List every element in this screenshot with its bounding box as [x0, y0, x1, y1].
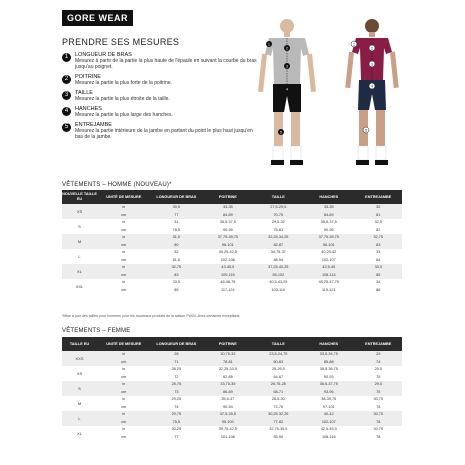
- svg-text:3: 3: [371, 62, 373, 67]
- unit-cell: in: [97, 366, 151, 374]
- unit-cell: cm: [97, 419, 151, 427]
- header-waist: TAILLE: [254, 337, 303, 351]
- size-cell: XL: [62, 426, 97, 441]
- page-title: PRENDRE SES MESURES: [62, 37, 180, 47]
- value-cell: 102-107: [303, 419, 355, 427]
- value-cell: 80: [151, 242, 203, 250]
- value-cell: 33,5-34,75: [303, 351, 355, 359]
- value-cell: 28,25: [151, 366, 203, 374]
- value-cell: 43-45,5: [202, 264, 254, 272]
- svg-text:4: 4: [371, 84, 373, 89]
- table-row: [62, 204, 402, 212]
- value-cell: 78: [355, 419, 402, 427]
- table-row: [62, 389, 402, 397]
- value-cell: 74: [355, 359, 402, 367]
- unit-cell: in: [97, 396, 151, 404]
- svg-text:2: 2: [371, 46, 373, 51]
- value-cell: 29,5: [355, 381, 402, 389]
- value-cell: 70-75: [254, 212, 303, 220]
- header-waist: TAILLE: [254, 190, 303, 204]
- svg-text:4: 4: [286, 87, 288, 92]
- value-cell: 37,25-40,25: [254, 264, 303, 272]
- value-cell: 32,75: [355, 234, 402, 242]
- size-cell: M: [62, 396, 97, 411]
- value-cell: 102-108: [202, 257, 254, 265]
- value-cell: 37,75-39,75: [303, 234, 355, 242]
- measure-item: [62, 52, 262, 70]
- value-cell: 32: [151, 249, 203, 257]
- unit-cell: cm: [97, 389, 151, 397]
- measure-item: [62, 90, 262, 102]
- value-cell: 34: [355, 279, 402, 287]
- table-row: [62, 404, 402, 412]
- value-cell: 29,25: [151, 396, 203, 404]
- table-row: [62, 249, 402, 257]
- unit-cell: in: [97, 351, 151, 359]
- size-cell: XXL: [62, 279, 97, 294]
- value-cell: 115-121: [303, 287, 355, 295]
- unit-cell: cm: [97, 257, 151, 265]
- unit-cell: in: [97, 249, 151, 257]
- value-cell: 30,25-32,25: [254, 411, 303, 419]
- value-cell: 83: [151, 272, 203, 280]
- header-arm-length: LONGUEUR DE BRAS: [151, 337, 203, 351]
- header-arm-length: LONGUEUR DE BRAS: [151, 190, 203, 204]
- measure-desc: Mesurez à partir de la partie la plus haute de l'épaule en suivant la courbe du bras jusqu'au poignet.: [75, 58, 257, 70]
- value-cell: 93-96: [303, 389, 355, 397]
- size-cell: L: [62, 411, 97, 426]
- table-row: [62, 212, 402, 220]
- table-row: [62, 279, 402, 287]
- value-cell: 30,25: [151, 426, 203, 434]
- measure-title: TAILLE: [75, 90, 93, 96]
- unit-cell: in: [97, 381, 151, 389]
- size-cell: XS: [62, 204, 97, 219]
- table-header-row: [62, 190, 402, 204]
- value-cell: 84-89: [303, 212, 355, 220]
- value-cell: 26,75-28: [254, 381, 303, 389]
- value-cell: 46-48,75: [202, 279, 254, 287]
- value-cell: 38-39,75: [303, 396, 355, 404]
- table-row: [62, 374, 402, 382]
- size-cell: S: [62, 219, 97, 234]
- measure-item: [62, 74, 262, 86]
- value-cell: 35,5-37,5: [202, 219, 254, 227]
- value-cell: 77: [151, 212, 203, 220]
- header-size: TAILLE EU: [62, 337, 97, 351]
- sizing-note: *Mise à jour des tailles pour hommes pour les nouveaux produits de la saison FW24. Avec certaines exceptions.: [62, 314, 241, 318]
- value-cell: 31,5: [151, 234, 203, 242]
- unit-cell: cm: [97, 404, 151, 412]
- value-cell: 90-94: [202, 404, 254, 412]
- value-cell: 75,5: [151, 419, 203, 427]
- value-cell: 33-35: [202, 204, 254, 212]
- table-row: [62, 366, 402, 374]
- value-cell: 90-93: [303, 374, 355, 382]
- header-inseam: ENTREJAMBE: [355, 337, 402, 351]
- table-row: [62, 257, 402, 265]
- value-cell: 35,5-37,5: [303, 219, 355, 227]
- table-header-row: [62, 337, 402, 351]
- value-cell: 32,25-33,5: [202, 366, 254, 374]
- table-row: [62, 219, 402, 227]
- measure-desc: Mesurez la partie la plus forte de la poitrine.: [75, 80, 172, 86]
- value-cell: 39,75-42,5: [202, 426, 254, 434]
- value-cell: 27,5-29,5: [254, 204, 303, 212]
- measure-title: ENTREJAMBE: [75, 122, 112, 128]
- svg-text:1: 1: [353, 42, 355, 47]
- value-cell: 33,5: [355, 264, 402, 272]
- table-row: [62, 264, 402, 272]
- value-cell: 30,75: [355, 426, 402, 434]
- size-cell: S: [62, 381, 97, 396]
- value-cell: 97-101: [303, 404, 355, 412]
- unit-cell: cm: [97, 434, 151, 442]
- table-row: [62, 359, 402, 367]
- value-cell: 32,75-35,5: [254, 426, 303, 434]
- number-badge: 3: [62, 91, 71, 100]
- value-cell: 60-63: [254, 359, 303, 367]
- unit-cell: in: [97, 204, 151, 212]
- table-row: [62, 419, 402, 427]
- measure-desc: Mesurez la partie intérieure de la jambe en partant du point le plus haut jusqu'en bas de la jambe.: [75, 128, 253, 140]
- size-cell: XS: [62, 366, 97, 381]
- value-cell: 40,25-42: [303, 249, 355, 257]
- unit-cell: in: [97, 234, 151, 242]
- value-cell: 84-89: [202, 212, 254, 220]
- value-cell: 40,5-43,25: [254, 279, 303, 287]
- table-row: [62, 381, 402, 389]
- women-size-table: [62, 337, 402, 441]
- table-row: [62, 287, 402, 295]
- table-row: [62, 411, 402, 419]
- value-cell: 108-116: [303, 434, 355, 442]
- unit-cell: in: [97, 264, 151, 272]
- value-cell: 75-81: [254, 227, 303, 235]
- size-cell: XL: [62, 264, 97, 279]
- value-cell: 36,5-37,75: [303, 381, 355, 389]
- value-cell: 101-108: [202, 434, 254, 442]
- value-cell: 28: [151, 351, 203, 359]
- value-cell: 30,75: [355, 396, 402, 404]
- unit-cell: in: [97, 279, 151, 287]
- value-cell: 86: [355, 287, 402, 295]
- value-cell: 25-26,5: [254, 366, 303, 374]
- value-cell: 37,75-39,75: [202, 234, 254, 242]
- value-cell: 35,5-37: [202, 396, 254, 404]
- value-cell: 77: [151, 434, 203, 442]
- value-cell: 77-82: [254, 419, 303, 427]
- table-row: [62, 272, 402, 280]
- value-cell: 96-101: [303, 242, 355, 250]
- value-cell: 64-67: [254, 374, 303, 382]
- value-cell: 96-101: [202, 242, 254, 250]
- value-cell: 42,5-45: [303, 264, 355, 272]
- women-section-title: VÊTEMENTS – FEMME: [62, 328, 131, 334]
- value-cell: 29,5: [355, 366, 402, 374]
- header-chest: POITRINE: [202, 190, 254, 204]
- table-row: [62, 434, 402, 442]
- value-cell: 82: [355, 227, 402, 235]
- value-cell: 34,75-37: [254, 249, 303, 257]
- value-cell: 30,5: [151, 204, 203, 212]
- table-row: [62, 396, 402, 404]
- header-size: NOUVELLE TAILLE EU: [62, 190, 97, 204]
- value-cell: 75: [355, 374, 402, 382]
- measure-item: [62, 122, 262, 140]
- measure-desc: Mesurez la partie la plus étroite de la taille.: [75, 96, 170, 102]
- body-figures-illustration: [245, 14, 415, 174]
- value-cell: 30,75-33: [202, 351, 254, 359]
- value-cell: 31: [151, 219, 203, 227]
- unit-cell: in: [97, 411, 151, 419]
- men-section-title: VÊTEMENTS – HOMME (NOUVEAU)*: [62, 182, 172, 188]
- value-cell: 74: [151, 404, 203, 412]
- value-cell: 32,25-34,25: [254, 234, 303, 242]
- men-size-table: [62, 190, 402, 294]
- value-cell: 88-94: [254, 257, 303, 265]
- value-cell: 73: [151, 389, 203, 397]
- svg-text:1: 1: [268, 42, 270, 47]
- unit-cell: cm: [97, 287, 151, 295]
- value-cell: 82-85: [202, 374, 254, 382]
- measure-title: POITRINE: [75, 74, 101, 80]
- value-cell: 103-110: [254, 287, 303, 295]
- value-cell: 72: [151, 374, 203, 382]
- size-cell: XXS: [62, 351, 97, 366]
- svg-text:2: 2: [286, 46, 288, 51]
- header-chest: POITRINE: [202, 337, 254, 351]
- value-cell: 85-88: [303, 359, 355, 367]
- value-cell: 33,5: [151, 279, 203, 287]
- value-cell: 71: [151, 359, 203, 367]
- number-badge: 2: [62, 75, 71, 84]
- value-cell: 102-107: [303, 257, 355, 265]
- value-cell: 109-116: [202, 272, 254, 280]
- value-cell: 29,5-32: [254, 219, 303, 227]
- header-unit: UNITÉ DE MESURE: [97, 337, 151, 351]
- value-cell: 32,5: [355, 219, 402, 227]
- unit-cell: in: [97, 219, 151, 227]
- value-cell: 68-71: [254, 389, 303, 397]
- measure-title: LONGUEUR DE BRAS: [75, 52, 132, 58]
- unit-cell: in: [97, 426, 151, 434]
- header-hips: HANCHES: [303, 337, 355, 351]
- value-cell: 28,75: [151, 381, 203, 389]
- table-row: [62, 426, 402, 434]
- size-cell: L: [62, 249, 97, 264]
- svg-text:3: 3: [286, 64, 288, 69]
- value-cell: 78: [355, 434, 402, 442]
- value-cell: 108-114: [303, 272, 355, 280]
- number-badge: 4: [62, 107, 71, 116]
- value-cell: 85: [355, 272, 402, 280]
- value-cell: 85: [151, 287, 203, 295]
- header-hips: HANCHES: [303, 190, 355, 204]
- value-cell: 35,5-36,75: [303, 366, 355, 374]
- number-badge: 1: [62, 53, 71, 62]
- value-cell: 42,5-45,5: [303, 426, 355, 434]
- value-cell: 40-42: [303, 411, 355, 419]
- table-row: [62, 227, 402, 235]
- unit-cell: cm: [97, 242, 151, 250]
- value-cell: 40,25-42,5: [202, 249, 254, 257]
- table-row: [62, 351, 402, 359]
- table-row: [62, 234, 402, 242]
- male-figure: [258, 19, 316, 165]
- value-cell: 90-95: [202, 227, 254, 235]
- value-cell: 78,5: [151, 227, 203, 235]
- female-figure: [345, 19, 398, 165]
- value-cell: 95-102: [254, 272, 303, 280]
- value-cell: 29,75: [151, 411, 203, 419]
- value-cell: 32,75: [151, 264, 203, 272]
- value-cell: 29: [355, 351, 402, 359]
- value-cell: 75: [355, 389, 402, 397]
- value-cell: 30,75: [355, 411, 402, 419]
- size-cell: M: [62, 234, 97, 249]
- measure-list: [62, 52, 262, 144]
- brand-logo: GORE WEAR: [62, 10, 133, 26]
- svg-text:5: 5: [365, 128, 367, 133]
- measure-title: HANCHES: [75, 106, 102, 112]
- value-cell: 95-100: [202, 419, 254, 427]
- unit-cell: cm: [97, 272, 151, 280]
- measure-desc: Mesurez la partie la plus large des hanches.: [75, 112, 173, 118]
- unit-cell: cm: [97, 212, 151, 220]
- value-cell: 28,5-30: [254, 396, 303, 404]
- value-cell: 32: [355, 204, 402, 212]
- unit-cell: cm: [97, 374, 151, 382]
- value-cell: 33,75-35: [202, 381, 254, 389]
- value-cell: 83: [355, 242, 402, 250]
- value-cell: 37,5-39,5: [202, 411, 254, 419]
- value-cell: 78: [355, 404, 402, 412]
- value-cell: 78-81: [202, 359, 254, 367]
- value-cell: 81,5: [151, 257, 203, 265]
- measure-item: [62, 106, 262, 118]
- unit-cell: cm: [97, 359, 151, 367]
- value-cell: 33: [355, 249, 402, 257]
- value-cell: 90-95: [303, 227, 355, 235]
- value-cell: 72-76: [254, 404, 303, 412]
- value-cell: 82-87: [254, 242, 303, 250]
- header-unit: UNITÉ DE MESURE: [97, 190, 151, 204]
- value-cell: 84: [355, 257, 402, 265]
- value-cell: 86-89: [202, 389, 254, 397]
- unit-cell: cm: [97, 227, 151, 235]
- table-row: [62, 242, 402, 250]
- svg-text:5: 5: [280, 130, 282, 135]
- value-cell: 117-124: [202, 287, 254, 295]
- value-cell: 81: [355, 212, 402, 220]
- value-cell: 83-90: [254, 434, 303, 442]
- number-badge: 5: [62, 123, 71, 132]
- value-cell: 33-35: [303, 204, 355, 212]
- value-cell: 45,25-47,75: [303, 279, 355, 287]
- value-cell: 23,5-24,75: [254, 351, 303, 359]
- header-inseam: ENTREJAMBE: [355, 190, 402, 204]
